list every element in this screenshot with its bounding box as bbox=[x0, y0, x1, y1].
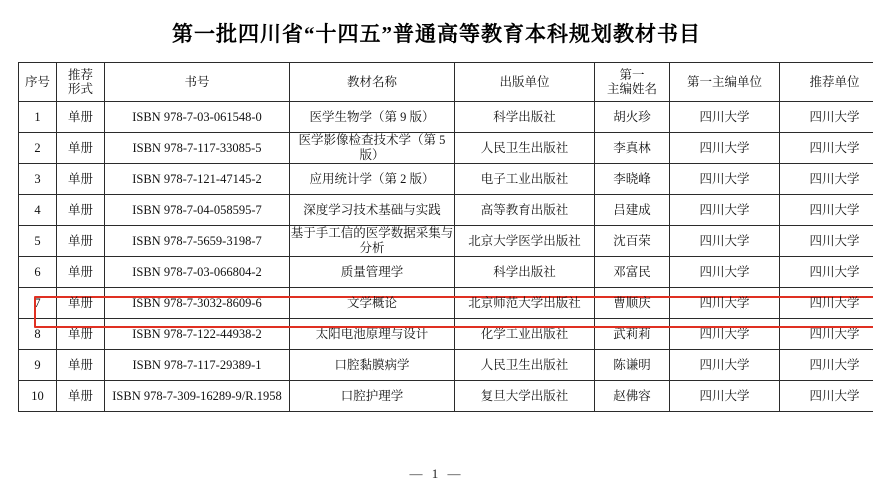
cell-publisher: 高等教育出版社 bbox=[455, 195, 595, 226]
table-body bbox=[19, 102, 873, 412]
cell-recommender: 四川大学 bbox=[780, 195, 873, 226]
cell-author: 沈百荣 bbox=[595, 226, 670, 257]
table-row bbox=[19, 226, 873, 257]
table-row bbox=[19, 350, 873, 381]
cell-seq: 5 bbox=[19, 226, 57, 257]
cell-recommender: 四川大学 bbox=[780, 319, 873, 350]
cell-seq: 7 bbox=[19, 288, 57, 319]
page-number: — 1 — bbox=[0, 466, 873, 482]
column-header-author bbox=[595, 63, 670, 102]
cell-publisher: 北京师范大学出版社 bbox=[455, 288, 595, 319]
cell-unit: 四川大学 bbox=[670, 102, 780, 133]
cell-recommender: 四川大学 bbox=[780, 288, 873, 319]
cell-unit: 四川大学 bbox=[670, 164, 780, 195]
cell-author: 李晓峰 bbox=[595, 164, 670, 195]
table-row bbox=[19, 195, 873, 226]
cell-unit: 四川大学 bbox=[670, 195, 780, 226]
cell-isbn: ISBN 978-7-03-066804-2 bbox=[105, 257, 290, 288]
column-header-author-line1: 第一 bbox=[595, 68, 669, 82]
column-header-name: 教材名称 bbox=[290, 63, 455, 102]
cell-unit: 四川大学 bbox=[670, 381, 780, 412]
cell-unit: 四川大学 bbox=[670, 257, 780, 288]
column-header-seq: 序号 bbox=[19, 63, 57, 102]
cell-unit: 四川大学 bbox=[670, 288, 780, 319]
column-header-author-line2: 主编姓名 bbox=[595, 82, 669, 96]
cell-isbn: ISBN 978-7-121-47145-2 bbox=[105, 164, 290, 195]
cell-publisher: 电子工业出版社 bbox=[455, 164, 595, 195]
table-row-highlighted bbox=[19, 288, 873, 319]
cell-form: 单册 bbox=[57, 164, 105, 195]
column-header-publisher: 出版单位 bbox=[455, 63, 595, 102]
cell-recommender: 四川大学 bbox=[780, 381, 873, 412]
cell-author: 陈谦明 bbox=[595, 350, 670, 381]
cell-form: 单册 bbox=[57, 195, 105, 226]
cell-name: 质量管理学 bbox=[290, 257, 455, 288]
cell-seq: 8 bbox=[19, 319, 57, 350]
table-row bbox=[19, 164, 873, 195]
cell-recommender: 四川大学 bbox=[780, 226, 873, 257]
cell-form: 单册 bbox=[57, 319, 105, 350]
cell-name: 医学影像检查技术学（第 5 版） bbox=[290, 133, 455, 164]
textbook-catalog-table bbox=[18, 62, 873, 412]
cell-seq: 6 bbox=[19, 257, 57, 288]
cell-unit: 四川大学 bbox=[670, 319, 780, 350]
cell-seq: 2 bbox=[19, 133, 57, 164]
table-row bbox=[19, 257, 873, 288]
cell-name: 应用统计学（第 2 版） bbox=[290, 164, 455, 195]
cell-form: 单册 bbox=[57, 226, 105, 257]
cell-isbn: ISBN 978-7-04-058595-7 bbox=[105, 195, 290, 226]
cell-author: 吕建成 bbox=[595, 195, 670, 226]
cell-name: 口腔护理学 bbox=[290, 381, 455, 412]
cell-form: 单册 bbox=[57, 133, 105, 164]
cell-name: 文学概论 bbox=[290, 288, 455, 319]
cell-isbn: ISBN 978-7-117-33085-5 bbox=[105, 133, 290, 164]
cell-author: 胡火珍 bbox=[595, 102, 670, 133]
cell-name: 医学生物学（第 9 版） bbox=[290, 102, 455, 133]
cell-seq: 4 bbox=[19, 195, 57, 226]
cell-publisher: 化学工业出版社 bbox=[455, 319, 595, 350]
cell-form: 单册 bbox=[57, 257, 105, 288]
column-header-form-line2: 形式 bbox=[57, 82, 104, 96]
cell-unit: 四川大学 bbox=[670, 350, 780, 381]
cell-publisher: 科学出版社 bbox=[455, 257, 595, 288]
cell-publisher: 复旦大学出版社 bbox=[455, 381, 595, 412]
cell-isbn: ISBN 978-7-03-061548-0 bbox=[105, 102, 290, 133]
table-row bbox=[19, 102, 873, 133]
cell-isbn: ISBN 978-7-122-44938-2 bbox=[105, 319, 290, 350]
cell-author: 李真林 bbox=[595, 133, 670, 164]
cell-recommender: 四川大学 bbox=[780, 102, 873, 133]
cell-unit: 四川大学 bbox=[670, 133, 780, 164]
document-page bbox=[0, 18, 873, 492]
cell-author: 邓富民 bbox=[595, 257, 670, 288]
cell-name: 深度学习技术基础与实践 bbox=[290, 195, 455, 226]
cell-isbn: ISBN 978-7-117-29389-1 bbox=[105, 350, 290, 381]
cell-publisher: 科学出版社 bbox=[455, 102, 595, 133]
cell-unit: 四川大学 bbox=[670, 226, 780, 257]
cell-recommender: 四川大学 bbox=[780, 133, 873, 164]
table-row bbox=[19, 319, 873, 350]
cell-author: 武莉莉 bbox=[595, 319, 670, 350]
cell-name: 太阳电池原理与设计 bbox=[290, 319, 455, 350]
table-header-row bbox=[19, 63, 873, 102]
cell-seq: 1 bbox=[19, 102, 57, 133]
cell-isbn: ISBN 978-7-5659-3198-7 bbox=[105, 226, 290, 257]
cell-form: 单册 bbox=[57, 350, 105, 381]
table-row bbox=[19, 133, 873, 164]
cell-name: 口腔黏膜病学 bbox=[290, 350, 455, 381]
cell-seq: 10 bbox=[19, 381, 57, 412]
table-header bbox=[19, 63, 873, 102]
cell-author: 赵佛容 bbox=[595, 381, 670, 412]
cell-publisher: 人民卫生出版社 bbox=[455, 133, 595, 164]
column-header-form-line1: 推荐 bbox=[57, 68, 104, 82]
column-header-unit: 第一主编单位 bbox=[670, 63, 780, 102]
page-title: 第一批四川省“十四五”普通高等教育本科规划教材书目 bbox=[18, 18, 855, 48]
cell-isbn: ISBN 978-7-309-16289-9/R.1958 bbox=[105, 381, 290, 412]
column-header-form bbox=[57, 63, 105, 102]
cell-isbn: ISBN 978-7-3032-8609-6 bbox=[105, 288, 290, 319]
cell-form: 单册 bbox=[57, 381, 105, 412]
cell-recommender: 四川大学 bbox=[780, 257, 873, 288]
cell-publisher: 北京大学医学出版社 bbox=[455, 226, 595, 257]
column-header-recommender: 推荐单位 bbox=[780, 63, 873, 102]
cell-seq: 9 bbox=[19, 350, 57, 381]
cell-name: 基于手工信的医学数据采集与分析 bbox=[290, 226, 455, 257]
cell-recommender: 四川大学 bbox=[780, 164, 873, 195]
cell-form: 单册 bbox=[57, 102, 105, 133]
column-header-isbn: 书号 bbox=[105, 63, 290, 102]
cell-author: 曹顺庆 bbox=[595, 288, 670, 319]
cell-recommender: 四川大学 bbox=[780, 350, 873, 381]
cell-form: 单册 bbox=[57, 288, 105, 319]
table-row bbox=[19, 381, 873, 412]
cell-seq: 3 bbox=[19, 164, 57, 195]
cell-publisher: 人民卫生出版社 bbox=[455, 350, 595, 381]
